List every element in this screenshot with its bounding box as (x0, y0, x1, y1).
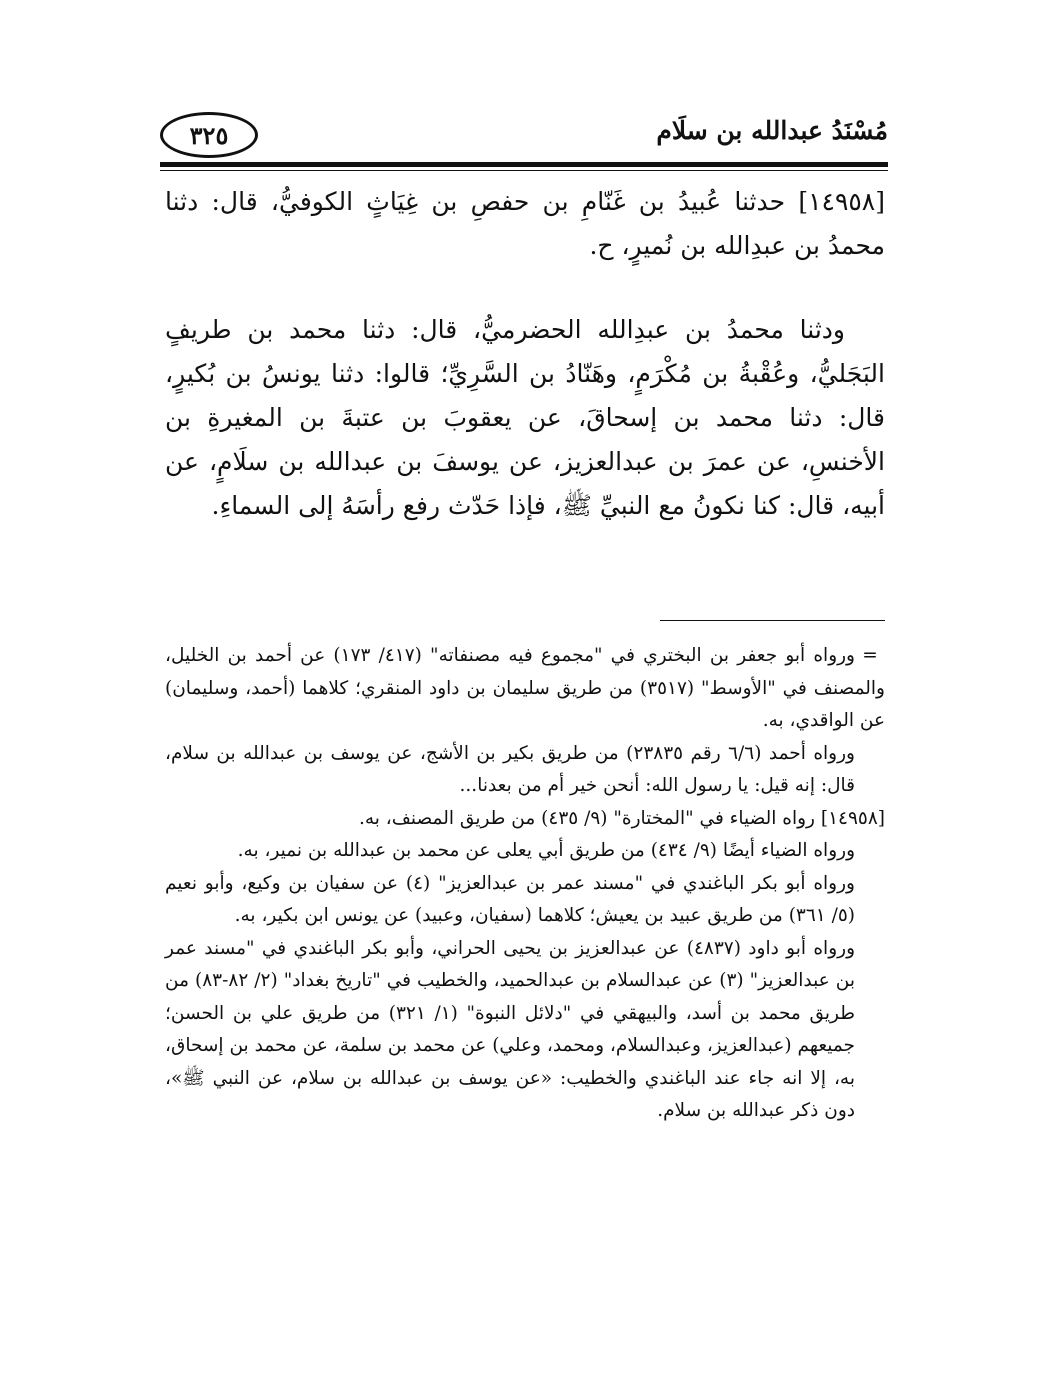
main-text (165, 180, 885, 528)
header-rule-thin (160, 170, 888, 171)
footnote-paragraph: ورواه أبو بكر الباغندي في "مسند عمر بن عبدالعزيز" (٤) عن سفيان بن وكيع، وأبو نعيم (٥/ ٣٦١) من طريق عبيد بن يعيش؛ كلاهما (سفيان، وعبيد) عن يونس ابن بكير، به. (165, 872, 855, 926)
footnote-text: ورواه أبو جعفر بن البختري في "مجموع فيه مصنفاته" (٤١٧/ ١٧٣) عن أحمد بن الخليل، والمصنف في "الأوسط" (٣٥١٧) من طريق سليمان بن داود المنقري؛ كلاهما (أحمد، وسليمان) عن الواقدي، به. (165, 645, 885, 731)
footnotes (165, 640, 885, 1128)
page-number: ٣٢٥ (160, 112, 258, 158)
page-header (160, 112, 888, 162)
running-title: مُسْنَدُ عبدالله بن سلَام (656, 116, 888, 145)
footnote-separator (660, 620, 885, 621)
hadith-text-paragraph: ودثنا محمدُ بن عبدِالله الحضرميُّ، قال: دثنا محمد بن طريفٍ البَجَليُّ، وعُقْبةُ بن مُكْرَمٍ، وهَنّادُ بن السَّرِيِّ؛ قالوا: دثنا يونسُ بن بُكيرٍ، قال: دثنا محمد بن إسحاقَ، عن يعقوبَ بن عتبةَ بن المغيرةِ بن الأخنسِ، عن عمرَ بن عبدالعزيز، عن يوسفَ بن عبدالله بن سلَامٍ، عن أبيه، قال: كنا نكونُ مع النبيِّ ﷺ، فإذا حَدّث رفع رأسَهُ إلى السماءِ. (165, 315, 885, 520)
footnote-paragraph: ورواه أبو داود (٤٨٣٧) عن عبدالعزيز بن يحيى الحراني، وأبو بكر الباغندي في "مسند عمر بن عبدالعزيز" (٣) عن عبدالسلام بن عبدالحميد، والخطيب في "تاريخ بغداد" (٢/ ٨٢-٨٣) من طريق محمد بن أسد، والبيهقي في "دلائل النبوة" (١/ ٣٢١) من طريق علي بن الحسن؛ جميعهم (عبدالعزيز، وعبدالسلام، ومحمد، وعلي) عن محمد بن سلمة، عن محمد بن إسحاق، به، إلا انه جاء عند الباغندي والخطيب: «عن يوسف بن عبدالله بن سلام، عن النبي ﷺ»، دون ذكر عبدالله بن سلام. (165, 937, 856, 1121)
header-rule (160, 162, 888, 167)
footnote-paragraph: ورواه أحمد (٦/٦ رقم ٢٣٨٣٥) من طريق بكير بن الأشج، عن يوسف بن عبدالله بن سلام، قال: إنه قيل: يا رسول الله: أنحن خير أم من بعدنا... (165, 742, 855, 796)
footnote-paragraph: ورواه الضياء أيضًا (٩/ ٤٣٤) من طريق أبي يعلى عن محمد بن عبدالله بن نمير، به. (237, 840, 855, 861)
footnote-hadith-reference: [١٤٩٥٨] رواه الضياء في "المختارة" (٩/ ٤٣٥) من طريق المصنف، به. (358, 807, 885, 829)
continuation-mark: = (862, 645, 878, 666)
hadith-chain-paragraph: [١٤٩٥٨] حدثنا عُبيدُ بن غَنّامِ بن حفصِ بن غِيَاثٍ الكوفيُّ، قال: دثنا محمدُ بن عبدِالله بن نُميرٍ، ح. (165, 187, 885, 260)
footnote-continued (165, 640, 885, 738)
